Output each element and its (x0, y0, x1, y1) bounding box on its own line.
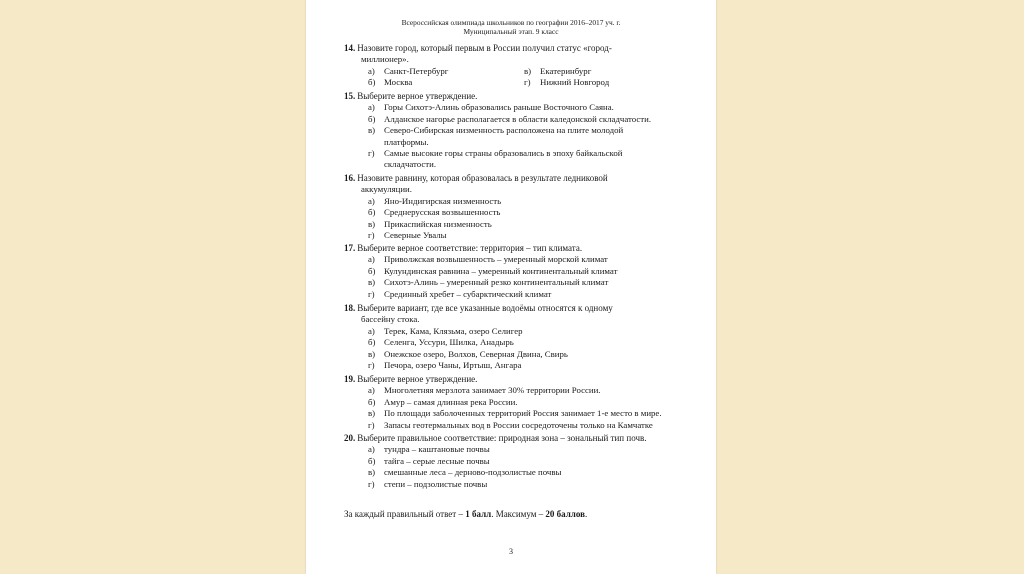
option-letter: г) (368, 360, 375, 371)
question-number: 18. (344, 303, 356, 313)
option-text: Приволжская возвышенность – умеренный морской климат (384, 254, 608, 265)
option-item (344, 479, 680, 490)
option-letter: в) (368, 408, 376, 419)
option-item (344, 266, 680, 277)
option-text: смешанные леса – дерново-подзолистые почвы (384, 467, 562, 478)
option-letter: а) (368, 444, 375, 455)
option-text: Самые высокие горы страны образовались в эпоху байкальской (384, 148, 623, 159)
question-text: Выберите верное утверждение. (357, 374, 478, 384)
option-letter: в) (524, 65, 532, 76)
header-stage-grade: Муниципальный этап. 9 класс (463, 27, 559, 36)
question-text: Выберите правильное соответствие: природная зона – зональный тип почв. (357, 433, 647, 443)
option-text: Москва (384, 77, 413, 88)
option-text: Многолетняя мерзлота занимает 30% территории России. (384, 385, 601, 396)
option-item (344, 456, 680, 467)
option-text: Северные Увалы (384, 230, 447, 241)
option-item (344, 289, 680, 300)
option-row (344, 66, 680, 77)
option-text: Екатеринбург (540, 65, 592, 76)
scoring-text: . (585, 509, 588, 519)
option-letter: б) (368, 207, 376, 218)
option-text: тундра – каштановые почвы (384, 444, 490, 455)
question-number: 20. (344, 433, 356, 443)
question-19 (344, 374, 680, 431)
option-item (344, 467, 680, 478)
option-letter: а) (368, 325, 375, 336)
page-number: 3 (509, 547, 513, 556)
option-text: тайга – серые лесные почвы (384, 455, 490, 466)
option-letter: г) (368, 288, 375, 299)
option-text: Срединный хребет – субарктический климат (384, 288, 552, 299)
option-row (344, 77, 680, 88)
question-text: Выберите верное утверждение. (357, 91, 478, 101)
option-text: Яно-Индигирская низменность (384, 195, 502, 206)
question-number: 17. (344, 243, 356, 253)
option-item (344, 148, 680, 159)
option-item (344, 254, 680, 265)
option-text: Запасы геотермальных вод в России сосредоточены только на Камчатке (384, 419, 653, 430)
page-header (306, 18, 716, 36)
option-text: Среднерусская возвышенность (384, 207, 501, 218)
question-14 (344, 43, 680, 89)
option-letter: г) (368, 478, 375, 489)
option-letter: в) (368, 467, 376, 478)
option-item (344, 114, 680, 125)
question-text-cont: аккумуляции. (361, 184, 412, 195)
option-text: Прикаспийская низменность (384, 218, 492, 229)
option-item (344, 207, 680, 218)
option-text: Санкт-Петербург (384, 65, 449, 76)
option-item (344, 196, 680, 207)
option-letter: б) (368, 77, 376, 88)
option-text: Алданское нагорье располагается в области каледонской складчатости. (384, 113, 652, 124)
option-item (344, 420, 680, 431)
option-letter: г) (524, 77, 531, 88)
option-text: Амур – самая длинная река России. (384, 396, 518, 407)
option-letter: г) (368, 230, 375, 241)
question-15 (344, 91, 680, 171)
option-letter: б) (368, 455, 376, 466)
option-text: Горы Сихотэ-Алинь образовались раньше Восточного Саяна. (384, 102, 614, 113)
question-number: 16. (344, 173, 356, 183)
option-text: Терек, Кама, Клязьма, озеро Селигер (384, 325, 523, 336)
option-item (344, 326, 680, 337)
option-item (344, 385, 680, 396)
option-letter: в) (368, 348, 376, 359)
question-text-cont: бассейну стока. (361, 314, 420, 325)
option-letter: б) (368, 337, 376, 348)
option-letter: а) (368, 195, 375, 206)
scoring-text: За каждый правильный ответ – (344, 509, 466, 519)
option-letter: а) (368, 385, 375, 396)
option-item (344, 277, 680, 288)
question-text: Назовите равнину, которая образовалась в результате ледниковой (357, 173, 608, 183)
option-letter: а) (368, 254, 375, 265)
option-letter: в) (368, 277, 376, 288)
question-18 (344, 303, 680, 371)
option-letter: в) (368, 125, 376, 136)
option-letter: а) (368, 102, 375, 113)
option-item (344, 125, 680, 136)
question-17 (344, 243, 680, 300)
option-letter: б) (368, 113, 376, 124)
option-text-cont: складчатости. (384, 159, 437, 170)
option-item (344, 230, 680, 241)
document-page (306, 0, 716, 574)
question-text: Назовите город, который первым в России получил статус «город- (357, 43, 612, 53)
option-item (344, 349, 680, 360)
scoring-note (344, 509, 684, 520)
option-item (344, 102, 680, 113)
question-text-cont: миллионер». (361, 54, 409, 65)
scoring-max-value: 20 баллов (545, 509, 585, 519)
option-text: По площади заболоченных территорий Россия занимает 1-е место в мире. (384, 408, 662, 419)
option-letter: г) (368, 419, 375, 430)
option-text: Сихотэ-Алинь – умеренный резко континентальный климат (384, 277, 609, 288)
option-item (344, 444, 680, 455)
question-number: 15. (344, 91, 356, 101)
question-number: 14. (344, 43, 356, 53)
option-item (344, 337, 680, 348)
question-number: 19. (344, 374, 356, 384)
question-16 (344, 173, 680, 241)
option-item (344, 397, 680, 408)
option-text: Северо-Сибирская низменность расположена на плите молодой (384, 125, 624, 136)
header-olympiad-title: Всероссийская олимпиада школьников по географии 2016–2017 уч. г. (401, 18, 621, 27)
question-text: Выберите верное соответствие: территория – тип климата. (357, 243, 583, 253)
option-text-cont: платформы. (384, 136, 429, 147)
scoring-text: . Максимум – (491, 509, 546, 519)
option-text: Нижний Новгород (540, 77, 610, 88)
question-text: Выберите вариант, где все указанные водоёмы относятся к одному (357, 303, 613, 313)
option-letter: б) (368, 396, 376, 407)
option-text: Селенга, Уссури, Шилка, Анадырь (384, 337, 514, 348)
option-text: степи – подзолистые почвы (384, 478, 488, 489)
option-letter: г) (368, 148, 375, 159)
question-20 (344, 433, 680, 490)
option-item (344, 408, 680, 419)
option-letter: а) (368, 65, 375, 76)
option-text: Печора, озеро Чаны, Иртыш, Ангара (384, 360, 522, 371)
option-letter: б) (368, 265, 376, 276)
option-text: Кулундинская равнина – умеренный континентальный климат (384, 265, 618, 276)
scoring-point-value: 1 балл (465, 509, 492, 519)
option-item (344, 219, 680, 230)
option-item (344, 360, 680, 371)
option-text: Онежское озеро, Волхов, Северная Двина, Свирь (384, 348, 568, 359)
option-letter: в) (368, 218, 376, 229)
